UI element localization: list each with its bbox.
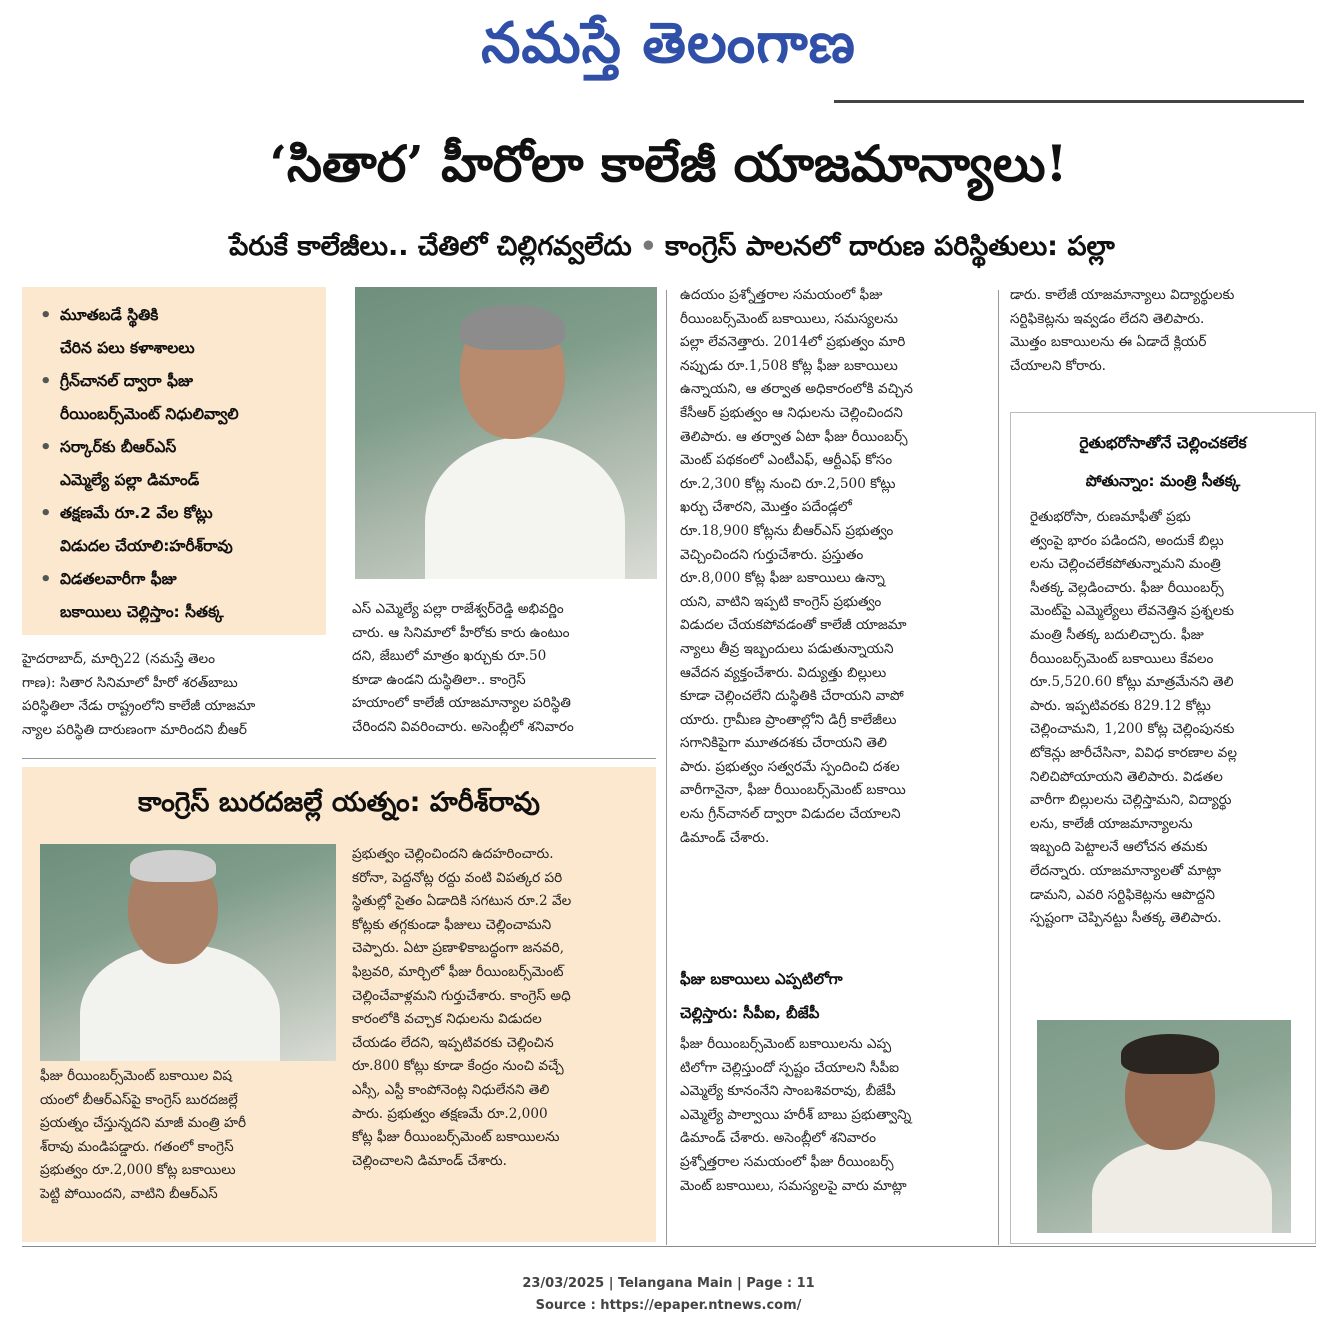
text-line: తెలిపారు. ఆ తర్వాత ఏటా ఫీజు రీయింబర్స్ — [680, 428, 908, 445]
photo-figure-hair — [130, 850, 216, 882]
article-column-2 — [352, 598, 657, 740]
article-cpi-bjp-body — [680, 1033, 985, 1198]
photo-figure-hair — [1121, 1034, 1219, 1074]
page-bottom-rule — [22, 1246, 1316, 1247]
article-harish-rao-title: కాంగ్రెస్ బురదజల్లే యత్నం: హరీశ్‌రావు — [138, 787, 540, 818]
footer-source-link[interactable]: Source : https://epaper.ntnews.com/ — [535, 1298, 802, 1313]
text-line: రైతుభరోసా, రుణమాఫీతో ప్రభు — [1030, 509, 1191, 525]
headline: ‘సితార’ హీరోలా కాలేజీ యాజమాన్యాలు! — [269, 134, 1068, 193]
highlight-item: • గ్రీన్‌చానల్ ద్వారా ఫీజు రీయింబర్స్‌మెంట్ నిధులివ్వాలి — [38, 365, 316, 431]
text-line: సగానికిపైగా మూతదశకు చేరాయని తెలి — [680, 735, 887, 752]
text-line: దని, జేబులో మాత్రం ఖర్చుకు రూ.50 — [352, 648, 547, 665]
text-line: వెచ్చించిందని గుర్తుచేశారు. ప్రస్తుతం — [680, 546, 864, 563]
title-line: ఫీజు బకాయిలు ఎప్పటిలోగా — [680, 970, 843, 988]
masthead-rule — [834, 100, 1304, 103]
text-line: చెల్లించేవాళ్లమని గుర్తుచేశారు. కాంగ్రెస్ అధి — [352, 987, 571, 1004]
text-line: కారంలోకి వచ్చాక నిధులను విడుదల — [352, 1011, 542, 1028]
text-line: న్యాలు తీవ్ర ఇబ్బందులు పడుతున్నాయని — [680, 640, 894, 657]
text-line: లను, కాలేజీ యాజమాన్యాలను — [1030, 815, 1193, 832]
text-line: ఆవేదన వ్యక్తంచేశారు. విద్యుత్తు బిల్లులు — [680, 664, 887, 681]
highlight-item: • విడతలవారీగా ఫీజు బకాయిలు చెల్లిస్తాం: సీతక్క — [38, 563, 316, 629]
article-harish-rao-col1 — [40, 1065, 336, 1207]
text-line: నప్పుడు రూ.1,508 కోట్ల ఫీజు బకాయిలు — [680, 357, 898, 374]
text-line: హయాంలో కాలేజీ యాజమాన్యాల పరిస్థితి — [352, 695, 571, 712]
text-line: స్థితుల్లో సైతం ఏడాదికి సగటున రూ.2 వేల — [352, 893, 572, 910]
text-line: యని, వాటిని ఇప్పటి కాంగ్రెస్ ప్రభుత్వం — [680, 593, 882, 610]
text-line: విడుదల చేయకపోవడంతో కాలేజీ యాజమా — [680, 617, 907, 634]
text-line: రూ.800 కోట్లు కూడా కేంద్రం నుంచి వచ్చే — [352, 1058, 564, 1075]
text-line: రీయింబర్స్‌మెంట్ బకాయిలు, సమస్యలను — [680, 310, 898, 327]
text-line: లను చెల్లించలేకపోతున్నామని మంత్రి — [1030, 556, 1221, 573]
title-line: చెల్లిస్తారు: సీపీఐ, బీజేపీ — [680, 1004, 820, 1022]
text-line: చారు. ఆ సినిమాలో హీరోకు కారు ఉంటుం — [352, 624, 570, 641]
text-line: ఉన్నాయని, ఆ తర్వాత అధికారంలోకి వచ్చిన — [680, 381, 913, 398]
text-line: త్వంపై భారం పడిందని, అందుకే బిల్లు — [1030, 532, 1224, 549]
article-lead-column — [22, 648, 326, 742]
text-line: చేయాలని కోరారు. — [1010, 357, 1106, 374]
text-line: రీయింబర్స్‌మెంట్ బకాయిలు కేవలం — [1030, 650, 1214, 667]
article-column-3 — [680, 284, 985, 850]
text-line: మెంట్ పథకంలో ఎంటీఎఫ్, ఆర్టీఎఫ్ కోసం — [680, 452, 893, 469]
highlights-list — [38, 299, 316, 629]
text-line: యంలో బీఆర్‌ఎస్‌పై కాంగ్రెస్ బురదజల్లే — [40, 1091, 238, 1108]
text-line: ఎస్సీ, ఎస్టీ కాంపోనెంట్ల నిధులేనని తెలి — [352, 1081, 550, 1098]
text-line: పారు. ప్రభుత్వం తక్షణమే రూ.2,000 — [352, 1105, 548, 1122]
text-line: టిలోగా చెల్లిస్తుందో స్పష్టం చేయాలని సీపీఐ — [680, 1059, 900, 1076]
text-line: చెప్పారు. ఏటా ప్రణాళికాబద్ధంగా జనవరి, — [352, 940, 565, 957]
text-line: ఎమ్మెల్యే కూనంనేని సాంబశివరావు, బీజేపీ — [680, 1083, 896, 1100]
text-line: ప్రయత్నం చేస్తున్నదని మాజీ మంత్రి హరీ — [40, 1115, 247, 1132]
text-line: డిమాండ్ చేశారు. అసెంబ్లీలో శనివారం — [680, 1130, 876, 1147]
text-line: ప్రభుత్వం చెల్లించిందని ఉదహరించారు. — [352, 846, 554, 862]
column-divider — [666, 290, 667, 1245]
text-line: పెట్టి పోయిందని, వాటిని బీఆర్‌ఎస్ — [40, 1185, 218, 1202]
article-column-4 — [1010, 284, 1315, 378]
text-line: డామని, ఎవరి సర్టిఫికెట్లను ఆపొద్దని — [1030, 886, 1215, 903]
section-divider — [22, 758, 656, 759]
highlights-box — [22, 287, 326, 635]
text-line: పారు. ఇప్పటివరకు 829.12 కోట్లు — [1030, 697, 1211, 714]
photo-harish-rao — [40, 844, 336, 1061]
photo-figure-body — [1092, 1140, 1272, 1233]
text-line: చెల్లించాలని డిమాండ్ చేశారు. — [352, 1152, 507, 1169]
text-line: కోట్లకు తగ్గకుండా ఫీజులు చెల్లించామని — [352, 916, 552, 933]
text-line: ఇబ్బంది పెట్టాలనే ఆలోచన తమకు — [1030, 839, 1208, 856]
photo-palla-rajeshwar-reddy — [355, 287, 657, 579]
text-line: మంత్రి సీతక్క బదులిచ్చారు. ఫీజు — [1030, 626, 1204, 643]
text-line: ఎస్ ఎమ్మెల్యే పల్లా రాజేశ్వర్‌రెడ్డి అభివర్ణిం — [352, 601, 564, 617]
text-line: యారు. గ్రామీణ ప్రాంతాల్లోని డిగ్రీ కాలేజీలు — [680, 711, 897, 728]
footer-date-edition: 23/03/2025 | Telangana Main | Page : 11 — [522, 1276, 815, 1291]
column-divider — [998, 290, 999, 1245]
text-line: ఫీజు రీయింబర్స్‌మెంట్ బకాయిలను ఎప్ప — [680, 1036, 892, 1052]
photo-figure-hair — [460, 305, 565, 350]
highlight-item: • మూతబడే స్థితికి చేరిన పలు కళాశాలలు — [38, 299, 316, 365]
highlight-item: • సర్కార్‌కు బీఆర్‌ఎస్ ఎమ్మెల్యే పల్లా డిమాండ్ — [38, 431, 316, 497]
masthead-logo: నమస్తే తెలంగాణ — [481, 11, 856, 76]
text-line: కేసీఆర్ ప్రభుత్వం ఆ నిధులను చెల్లించిందని — [680, 404, 903, 421]
text-line: వారీగానైనా, ఫీజు రీయింబర్స్‌మెంట్ బకాయి — [680, 782, 906, 799]
text-line: చేరిందని వివరించారు. అసెంబ్లీలో శనివారం — [352, 718, 574, 735]
text-line: ఫీజు రీయింబర్స్‌మెంట్ బకాయిల విష — [40, 1068, 232, 1084]
highlight-item: • తక్షణమే రూ.2 వేల కోట్లు విడుదల చేయాలి:హరీశ్‌రావు — [38, 497, 316, 563]
text-line: మెంట్ బకాయిలు, సమస్యలపై వారు మాట్లా — [680, 1177, 907, 1194]
article-cpi-bjp-title — [680, 962, 985, 1030]
text-line: రూ.2,300 కోట్ల నుంచి రూ.2,500 కోట్లు — [680, 475, 896, 492]
subhead-bullet: • — [639, 231, 658, 262]
text-line: హైదరాబాద్, మార్చి22 (నమస్తే తెలం — [22, 651, 216, 667]
text-line: మొత్తం బకాయిలను ఈ ఏడాదే క్లియర్ — [1010, 334, 1207, 351]
text-line: పల్లా లేవనెత్తారు. 2014లో ప్రభుత్వం మారి — [680, 334, 906, 351]
text-line: డారు. కాలేజీ యాజమాన్యాలు విద్యార్థులకు — [1010, 287, 1235, 303]
text-line: సర్టిఫికెట్లను ఇవ్వడం లేదని తెలిపారు. — [1010, 310, 1205, 327]
text-line: పారు. ప్రభుత్వం సత్వరమే స్పందించి దశల — [680, 758, 900, 775]
article-harish-rao-col2 — [352, 843, 648, 1173]
article-seethakka-title — [1010, 424, 1316, 500]
text-line: ఎమ్మెల్యే పాల్వాయి హరీశ్ బాబు ప్రభుత్వాన్ని — [680, 1106, 912, 1123]
text-line: న్యాల పరిస్థితి దారుణంగా మారిందని బీఆర్ — [22, 721, 247, 738]
photo-seethakka — [1037, 1020, 1291, 1233]
photo-figure-body — [425, 437, 625, 579]
text-line: కరోనా, పెద్దనోట్ల రద్దు వంటి విపత్కర పరి — [352, 869, 563, 886]
text-line: కూడా ఉండని దుస్థితిలా.. కాంగ్రెస్ — [352, 671, 526, 688]
text-line: ఉదయం ప్రశ్నోత్తరాల సమయంలో ఫీజు — [680, 287, 883, 303]
text-line: మెంట్‌పై ఎమ్మెల్యేలు లేవనెత్తిన ప్రశ్నలకు — [1030, 603, 1235, 620]
text-line: శ్‌రావు మండిపడ్డారు. గతంలో కాంగ్రెస్ — [40, 1138, 234, 1155]
text-line: టోకెన్లు జారీచేసినా, వివిధ కారణాల వల్ల — [1030, 744, 1237, 761]
text-line: ప్రభుత్వం రూ.2,000 కోట్ల బకాయిలు — [40, 1162, 236, 1179]
text-line: రూ.18,900 కోట్లను బీఆర్‌ఎస్ ప్రభుత్వం — [680, 522, 894, 539]
subheadline — [22, 219, 1322, 275]
text-line: కూడా చెల్లించలేని దుస్థితికి చేరాయని వాపో — [680, 688, 904, 705]
text-line: పరిస్థితిలా నేడు రాష్ట్రంలోని కాలేజీ యాజమా — [22, 698, 256, 715]
text-line: ఫిబ్రవరి, మార్చిలో ఫీజు రీయింబర్స్‌మెంట్ — [352, 963, 564, 980]
text-line: చేయడం లేదని, ఇప్పటివరకు చెల్లించిన — [352, 1034, 554, 1051]
title-line: రైతుభరోసాతోనే చెల్లించకలేక — [1079, 434, 1247, 452]
text-line: లను గ్రీన్‌చానల్ ద్వారా విడుదల చేయాలని — [680, 806, 901, 823]
title-line: పోతున్నాం: మంత్రి సీతక్క — [1085, 472, 1241, 490]
article-seethakka-body — [1030, 506, 1302, 931]
text-line: స్పష్టంగా చెప్పినట్టు సీతక్క తెలిపారు. — [1030, 910, 1222, 927]
subhead-left: పేరుకే కాలేజీలు.. చేతిలో చిల్లిగవ్వలేదు — [229, 231, 632, 262]
text-line: గాణ): సితార సినిమాలో హీరో శరత్‌బాబు — [22, 674, 238, 691]
text-line: సీతక్క వెల్లడించారు. ఫీజు రీయింబర్స్ — [1030, 579, 1224, 596]
text-line: కోట్ల ఫీజు రీయింబర్స్‌మెంట్ బకాయిలను — [352, 1129, 560, 1146]
text-line: ప్రశ్నోత్తరాల సమయంలో ఫీజు రీయింబర్స్ — [680, 1153, 894, 1170]
text-line: వారీగా బిల్లులను చెల్లిస్తామని, విద్యార్థు — [1030, 792, 1232, 809]
text-line: చెల్లించామని, 1,200 కోట్ల చెల్లింపునకు — [1030, 721, 1235, 738]
subhead-right: కాంగ్రెస్ పాలనలో దారుణ పరిస్థితులు: పల్లా — [665, 231, 1115, 262]
text-line: రూ.5,520.60 కోట్లు మాత్రమేనని తెలి — [1030, 674, 1234, 691]
text-line: లేదన్నారు. యాజమాన్యాలతో మాట్లా — [1030, 862, 1222, 879]
text-line: ఖర్చు చేశారని, మొత్తం పదేండ్లలో — [680, 499, 852, 516]
text-line: డిమాండ్ చేశారు. — [680, 829, 770, 846]
text-line: రూ.8,000 కోట్ల ఫీజు బకాయిలు ఉన్నా — [680, 570, 885, 587]
text-line: నిలిచిపోయాయని తెలిపారు. విడతల — [1030, 768, 1223, 785]
